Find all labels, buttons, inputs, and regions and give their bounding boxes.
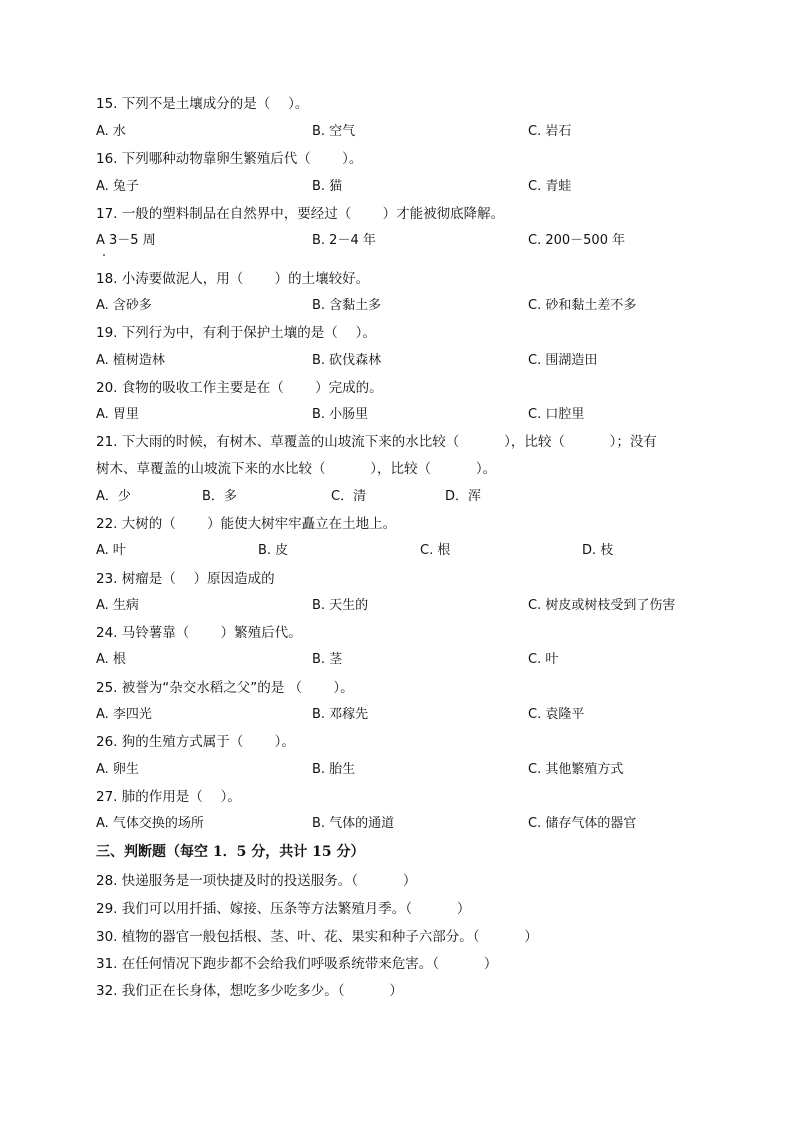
- question-number: 24.: [96, 625, 118, 641]
- judgment-text: 植物的器官一般包括根、茎、叶、花、果实和种子六部分。（ ）: [121, 929, 538, 945]
- question-number: 32.: [96, 983, 118, 999]
- question-stem: 狗的生殖方式属于（ ）。: [121, 734, 295, 750]
- question-number: 25.: [96, 680, 118, 696]
- judgment-text: 快递服务是一项快捷及时的投送服务。（ ）: [121, 873, 417, 889]
- option-25-b: B. 邓稼先: [312, 707, 369, 722]
- option-18-b: B. 含黏土多: [312, 298, 382, 313]
- question-number: 16.: [96, 151, 118, 167]
- question-stem: 一般的塑料制品在自然界中，要经过（ ）才能被彻底降解。: [121, 206, 505, 222]
- option-22-b: B. 皮: [258, 543, 289, 558]
- question-number: 21.: [96, 434, 118, 450]
- option-23-c: C. 树皮或树枝受到了伤害: [528, 598, 676, 613]
- question-27: [96, 788, 241, 806]
- option-16-b: B. 猫: [312, 179, 343, 194]
- option-17-b: B. 2－4 年: [312, 233, 376, 248]
- option-20-c: C. 口腔里: [528, 407, 585, 422]
- option-24-b: B. 茎: [312, 652, 343, 667]
- question-number: 20.: [96, 380, 118, 396]
- option-27-a: A. 气体交换的场所: [96, 816, 204, 831]
- option-15-c: C. 岩石: [528, 124, 572, 139]
- option-17-c: C. 200－500 年: [528, 233, 626, 248]
- judgment-28: [96, 872, 416, 890]
- option-24-a: A. 根: [96, 652, 126, 667]
- judgment-29: [96, 900, 470, 918]
- judgment-text: 在任何情况下跑步都不会给我们呼吸系统带来危害。（ ）: [121, 956, 498, 972]
- question-number: 17.: [96, 206, 118, 222]
- section-heading-judgment: 三、判断题（每空 1．5 分，共计 15 分）: [96, 844, 365, 860]
- question-stem: 树瘤是（ ）原因造成的: [121, 571, 275, 587]
- question-stem: 肺的作用是（ ）。: [121, 789, 241, 805]
- option-24-c: C. 叶: [528, 652, 559, 667]
- option-21-c: C．清: [331, 489, 367, 504]
- option-16-c: C. 青蛙: [528, 179, 572, 194]
- option-19-b: B. 砍伐森林: [312, 353, 382, 368]
- option-27-c: C. 储存气体的器官: [528, 816, 637, 831]
- option-22-d: D. 枝: [582, 543, 614, 558]
- question-24: [96, 624, 302, 642]
- option-23-b: B. 天生的: [312, 598, 369, 613]
- question-number: 29.: [96, 901, 118, 917]
- question-stem: 食物的吸收工作主要是在（ ）完成的。: [121, 380, 383, 396]
- option-26-b: B. 胎生: [312, 762, 356, 777]
- option-21-b: B．多: [202, 489, 237, 504]
- option-25-c: C. 袁隆平: [528, 707, 585, 722]
- question-18: [96, 270, 369, 288]
- question-stem: 下列哪种动物靠卵生繁殖后代（ ）。: [121, 151, 363, 167]
- option-18-a: A. 含砂多: [96, 298, 152, 313]
- question-stem: 马铃薯靠（ ）繁殖后代。: [121, 625, 302, 641]
- question-stem: 大树的（ ）能使大树牢牢矗立在土地上。: [121, 516, 397, 532]
- question-stem: 下列行为中，有利于保护土壤的是（ ）。: [121, 325, 376, 341]
- option-22-c: C. 根: [420, 543, 451, 558]
- question-number: 27.: [96, 789, 118, 805]
- option-18-c: C. 砂和黏土差不多: [528, 298, 637, 313]
- question-15: [96, 95, 308, 113]
- option-25-a: A. 李四光: [96, 707, 152, 722]
- option-19-c: C. 围湖造田: [528, 353, 598, 368]
- question-number: 19.: [96, 325, 118, 341]
- option-15-a: A. 水: [96, 124, 126, 139]
- question-number: 15.: [96, 96, 118, 112]
- option-21-a: A．少: [96, 489, 131, 504]
- question-26: [96, 733, 295, 751]
- option-22-a: A. 叶: [96, 543, 126, 558]
- option-27-b: B. 气体的通道: [312, 816, 395, 831]
- stray-dot: [103, 254, 105, 256]
- question-19: [96, 324, 376, 342]
- option-17-a: A 3－5 周: [96, 233, 156, 248]
- judgment-32: [96, 982, 403, 1000]
- option-21-d: D．浑: [445, 489, 482, 504]
- option-15-b: B. 空气: [312, 124, 356, 139]
- question-23: [96, 570, 275, 588]
- judgment-text: 我们可以用扦插、嫁接、压条等方法繁殖月季。（ ）: [121, 901, 471, 917]
- option-26-c: C. 其他繁殖方式: [528, 762, 624, 777]
- judgment-30: [96, 928, 538, 946]
- question-22: [96, 515, 396, 533]
- option-26-a: A. 卵生: [96, 762, 139, 777]
- question-25: [96, 679, 354, 697]
- question-21-continued: 树木、草覆盖的山坡流下来的水比较（ ），比较（ ）。: [96, 461, 497, 477]
- question-stem: 小涛要做泥人，用（ ）的土壤较好。: [121, 271, 370, 287]
- question-16: [96, 150, 362, 168]
- question-number: 18.: [96, 271, 118, 287]
- question-number: 28.: [96, 873, 118, 889]
- question-number: 31.: [96, 956, 118, 972]
- question-number: 22.: [96, 516, 118, 532]
- option-20-b: B. 小肠里: [312, 407, 369, 422]
- question-number: 26.: [96, 734, 118, 750]
- question-17: [96, 205, 504, 223]
- option-19-a: A. 植树造林: [96, 353, 165, 368]
- judgment-31: [96, 955, 497, 973]
- question-number: 30.: [96, 929, 118, 945]
- question-20: [96, 379, 383, 397]
- judgment-text: 我们正在长身体，想吃多少吃多少。（ ）: [121, 983, 403, 999]
- question-stem: 下大雨的时候，有树木、草覆盖的山坡流下来的水比较（ ），比较（ ）；没有: [121, 434, 657, 450]
- question-stem: 下列不是土壤成分的是（ ）。: [121, 96, 309, 112]
- option-23-a: A. 生病: [96, 598, 139, 613]
- option-16-a: A. 兔子: [96, 179, 139, 194]
- option-20-a: A. 胃里: [96, 407, 139, 422]
- question-21: [96, 433, 657, 451]
- question-number: 23.: [96, 571, 118, 587]
- question-stem: 被誉为“杂交水稻之父”的是 （ ）。: [121, 680, 354, 696]
